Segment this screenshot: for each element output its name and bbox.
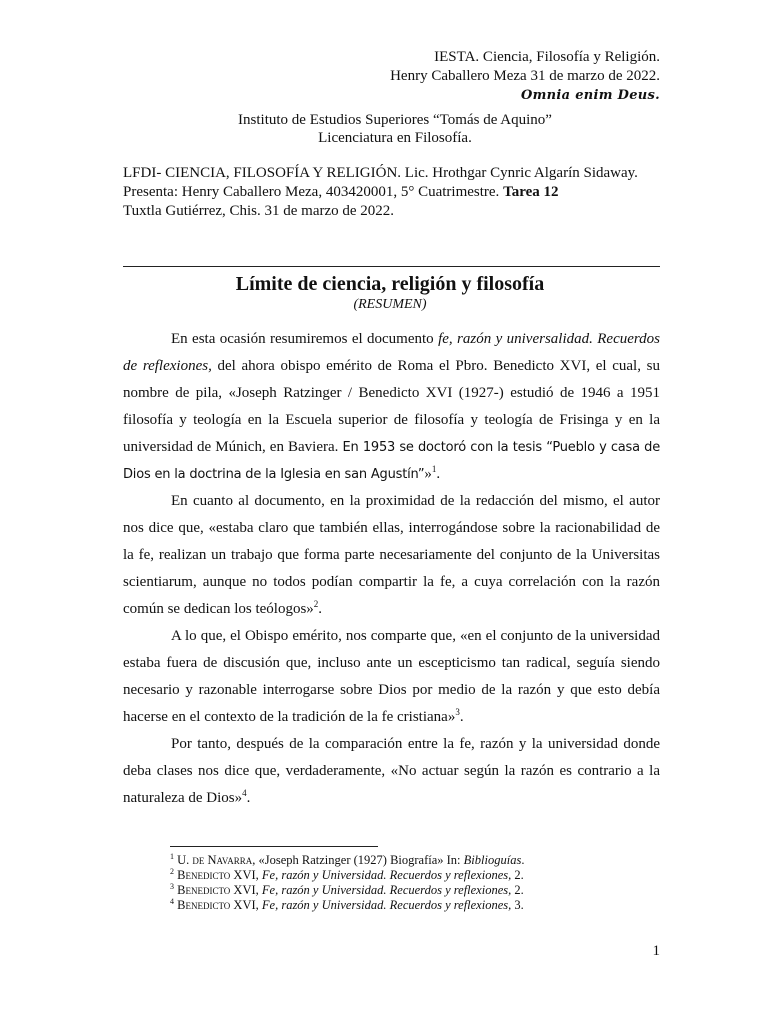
footnote-ref-2[interactable]: 2 [313,599,319,609]
footnote-text: , [255,898,262,912]
footnote-author: Benedicto XVI [177,898,256,912]
footnote-rule [170,846,378,847]
footnote-title: Fe, razón y Universidad. Recuerdos y reflexiones, [261,868,512,882]
document-title: Límite de ciencia, religión y filosofía [235,273,545,295]
p3-end: . [459,709,464,725]
paragraph-1 [123,326,660,488]
footnote-ref-4[interactable]: 4 [242,788,247,798]
footnote-number: 2 [170,866,174,876]
paragraph-2 [123,488,660,623]
p1-text-e: » [424,466,432,482]
footnote-ref-3[interactable]: 3 [455,707,460,717]
footnote-end: 2. [511,883,524,897]
p2-text: En cuanto al documento, en la proximidad de la redacción del mismo, el autor nos dice que, «estaba claro que también ellas, interrogándose sobre la racionabilidad de la fe, realizan un trabajo que forma parte necesariamente del conjunto de la Universitas scientiarum, aunque no todos podían compartir la fe, a cuya correlación con la razón común se dedican los teólogos» [123,493,660,617]
footnote-text: , «Joseph Ratzinger (1927) Biografía» In: [252,853,464,867]
p3-text: A lo que, el Obispo emérito, nos comparte que, «en el conjunto de la universidad estaba fuera de discusión que, incluso ante un escepticismo tan radical, seguía siendo necesario y razonable interrogarse sobre Dios por medio de la razón y que esto debía hacerse en el contexto de la tradición de la fe cristiana» [123,628,660,725]
footnote-author: Benedicto XVI [177,883,256,897]
p1-text-c: del ahora obispo emérito de Roma el Pbro. Benedicto XVI, el cual, su nombre de pila, «Joseph Ratzinger / Benedicto XVI (1927-) estudió de 1946 a 1951 filosofía y teología en la Escuela superior de filosofía y teología de Frisinga y en la universidad de Múnich, en Baviera. [123,358,660,455]
footnote-ref-1[interactable]: 1 [431,464,437,474]
presenter-text: Presenta: Henry Caballero Meza, 403420001, 5° Cuatrimestre. [123,184,504,200]
header-line-1: IESTA. Ciencia, Filosofía y Religión. [434,49,660,65]
footnote-title: Fe, razón y Universidad. Recuerdos y reflexiones, [261,898,512,912]
header-motto: Omnia enim Deus. [520,88,660,103]
header-line-2: Henry Caballero Meza 31 de marzo de 2022. [390,68,660,84]
footnote-text: , [255,868,262,882]
program-name: Licenciatura en Filosofía. [318,130,472,146]
place-date-line: Tuxtla Gutiérrez, Chis. 31 de marzo de 2022. [123,203,395,219]
p4-text: Por tanto, después de la comparación entre la fe, razón y la universidad donde deba clases nos dice que, verdaderamente, «No actuar según la razón es contrario a la naturaleza de Dios» [123,736,660,806]
footnote-4 [170,898,524,913]
footnote-number: 3 [170,881,174,891]
footnote-1 [170,853,524,868]
paragraph-3 [123,623,660,731]
body-text [123,326,660,812]
footnote-number: 1 [170,851,174,861]
footnote-end: . [521,853,525,867]
p2-end: . [318,601,323,617]
footnote-author: Benedicto XVI [177,868,256,882]
footnote-text: , [255,883,262,897]
footnote-end: 2. [511,868,524,882]
institution-block [0,111,768,147]
footnotes [170,853,524,913]
p1-text-a: En esta ocasión resumiremos el documento [171,331,439,347]
document-subtitle: (RESUMEN) [353,297,427,312]
course-info [123,164,638,221]
footnote-title: Fe, razón y Universidad. Recuerdos y reflexiones, [261,883,512,897]
p1-text-d: En 1953 se doctoró con la tesis “Pueblo y casa de Dios en la doctrina de la Iglesia en san Agustín” [123,440,660,482]
course-line: LFDI- CIENCIA, FILOSOFÍA Y RELIGIÓN. Lic. Hrothgar Cynric Algarín Sidaway. [123,165,638,181]
paragraph-4 [123,731,660,812]
footnote-number: 4 [170,896,174,906]
task-label: Tarea 12 [503,184,559,200]
footnote-title: Biblioguías [463,853,522,867]
p1-text-f: . [436,466,441,482]
p1-cited-title: fe, razón y universalidad. Recuerdos de reflexiones, [123,331,660,374]
page-number: 1 [652,943,660,959]
footnote-2 [170,868,524,883]
footnote-3 [170,883,524,898]
footnote-author: U. de Navarra [177,853,253,867]
running-header [390,48,660,105]
institution-name: Instituto de Estudios Superiores “Tomás de Aquino” [238,112,552,128]
separator-rule [123,266,660,267]
presenter-line [123,183,638,202]
footnote-end: 3. [511,898,524,912]
p4-end: . [246,790,251,806]
